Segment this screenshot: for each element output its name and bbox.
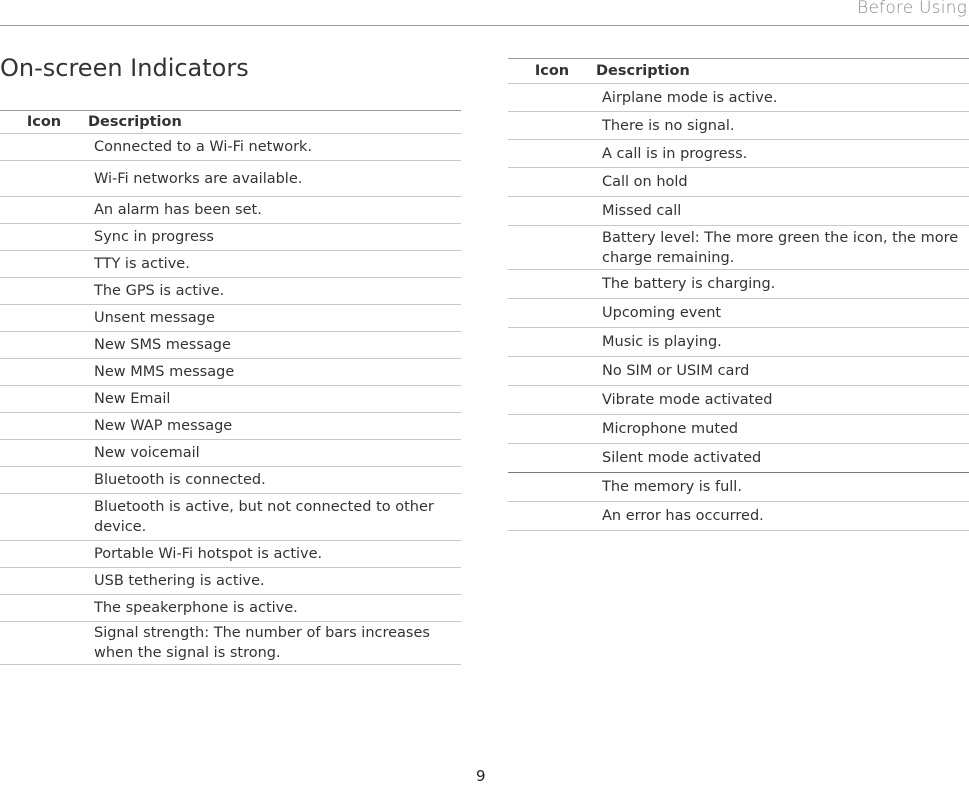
table-row [0, 541, 461, 568]
table-row [0, 359, 461, 386]
table-row [508, 444, 969, 473]
indicator-description: The battery is charging. [602, 276, 776, 292]
table-row [508, 357, 969, 386]
table-row [508, 112, 969, 140]
table-header-row [0, 111, 461, 134]
indicator-description: Signal strength: The number of bars increases when the signal is strong. [94, 625, 430, 661]
table-row [0, 440, 461, 467]
indicator-description: No SIM or USIM card [602, 363, 750, 379]
page-title: On-screen Indicators [0, 54, 249, 82]
indicator-description: The memory is full. [602, 479, 742, 495]
indicator-description: Missed call [602, 203, 682, 219]
indicator-description: New voicemail [94, 445, 200, 461]
table-row [508, 168, 969, 197]
indicator-description: Battery level: The more green the icon, the more charge remaining. [602, 229, 959, 266]
table-row [0, 595, 461, 622]
indicators-table-left [0, 110, 461, 665]
table-row [0, 224, 461, 251]
table-row [508, 270, 969, 299]
table-row [0, 305, 461, 332]
indicator-description: An alarm has been set. [94, 202, 262, 218]
header-rule [0, 25, 969, 26]
indicator-description: Airplane mode is active. [602, 89, 778, 106]
indicator-description: Vibrate mode activated [602, 392, 773, 408]
table-row [508, 415, 969, 444]
running-header: Before Using [857, 0, 967, 18]
indicators-table-right [508, 58, 969, 531]
column-header-description: Description [596, 63, 690, 79]
table-row [0, 197, 461, 224]
table-row [0, 251, 461, 278]
column-header-icon: Icon [534, 63, 570, 79]
table-row [508, 386, 969, 415]
table-row [508, 299, 969, 328]
indicator-description: Music is playing. [602, 334, 722, 350]
table-row [0, 332, 461, 359]
table-row [508, 502, 969, 531]
indicator-description: An error has occurred. [602, 508, 764, 524]
page-number: 9 [476, 767, 486, 785]
table-row [0, 568, 461, 595]
table-row [0, 622, 461, 665]
column-header-icon: Icon [26, 114, 62, 130]
indicator-description: A call is in progress. [602, 145, 748, 162]
indicator-description: There is no signal. [602, 117, 735, 134]
table-row [0, 386, 461, 413]
table-row [508, 226, 969, 270]
indicator-description: New MMS message [94, 364, 235, 380]
indicator-description: Portable Wi-Fi hotspot is active. [94, 546, 323, 562]
table-row [508, 473, 969, 502]
indicator-description: TTY is active. [94, 256, 190, 272]
table-row [0, 278, 461, 305]
table-row [0, 134, 461, 161]
indicator-description: Unsent message [94, 310, 215, 326]
indicator-description: New SMS message [94, 337, 231, 353]
table-row [508, 328, 969, 357]
indicator-description: New Email [94, 391, 171, 407]
indicator-description: Silent mode activated [602, 450, 762, 466]
table-row [0, 413, 461, 440]
indicator-description: Wi-Fi networks are available. [94, 170, 303, 187]
table-row [508, 84, 969, 112]
indicator-description: Call on hold [602, 174, 688, 190]
table-row [0, 161, 461, 197]
indicator-description: Connected to a Wi-Fi network. [94, 139, 313, 155]
indicator-description: Microphone muted [602, 421, 739, 437]
indicator-description: Upcoming event [602, 305, 722, 321]
indicator-description: The GPS is active. [94, 283, 225, 299]
table-row [508, 140, 969, 168]
table-row [0, 494, 461, 541]
table-row [0, 467, 461, 494]
column-header-description: Description [88, 114, 182, 130]
indicator-description: The speakerphone is active. [94, 600, 298, 616]
indicator-description: Bluetooth is connected. [94, 472, 266, 488]
indicator-description: Bluetooth is active, but not connected to other device. [94, 499, 434, 535]
indicator-description: USB tethering is active. [94, 573, 265, 589]
indicator-description: New WAP message [94, 418, 233, 434]
table-header-row [508, 59, 969, 84]
indicator-description: Sync in progress [94, 229, 214, 245]
table-row [508, 197, 969, 226]
